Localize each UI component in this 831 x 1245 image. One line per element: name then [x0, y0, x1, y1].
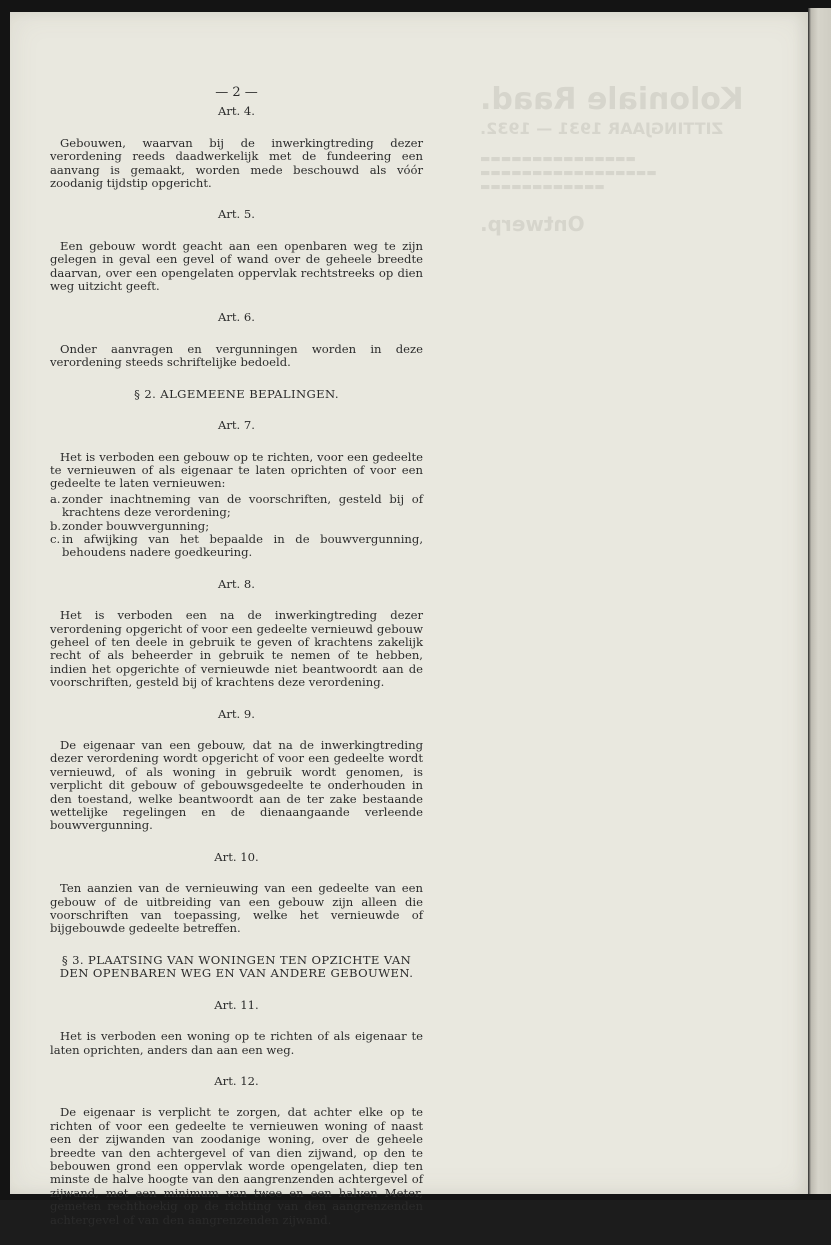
list-item: [50, 493, 423, 520]
page-number: — 2 —: [215, 85, 258, 100]
article-heading: Art. 12.: [214, 1073, 259, 1088]
heading-line: § 3. PLAATSING VAN WONINGEN TEN OPZICHTE VAN: [61, 952, 412, 967]
section-art-11: [50, 999, 423, 1057]
bleed-heading: Ontwerp.: [480, 212, 585, 236]
list-label: c.: [50, 531, 61, 546]
section-art-5: [50, 208, 423, 293]
article-paragraph: De eigenaar van een gebouw, dat na de inwerkingtreding dezer verordening wordt opgericht of voor een gedeelte wordt vernieuwd, of als woning in gebruik wordt genomen, is verplicht dit gebouw of gebouwsgedeelte te onderhouden in den toestand, welke beantwoordt aan de ter zake bestaande wettelijke regelingen en de dienaangaande verleende bouwvergunning.: [50, 738, 423, 833]
heading-line: DEN OPENBAREN WEG EN VAN ANDERE GEBOUWEN.: [59, 966, 414, 981]
article-paragraph: Het is verboden een woning op te richten of als eigenaar te laten oprichten, anders dan aan een weg.: [50, 1029, 423, 1057]
article-heading: Art. 10.: [214, 849, 259, 864]
list-text: zonder inachtneming van de voorschriften, gesteld bij of krachtens deze verordening;: [62, 491, 423, 520]
section-heading-3: [50, 954, 423, 981]
section-art-8: [50, 578, 423, 690]
article-list: [50, 493, 423, 560]
list-item: [50, 533, 423, 560]
section-heading-2: § 2. ALGEMEENE BEPALINGEN.: [134, 386, 339, 401]
section-art-6: [50, 311, 423, 369]
document-body: [50, 86, 423, 1245]
article-heading: Art. 8.: [217, 576, 255, 591]
article-heading: Art. 6.: [217, 310, 255, 325]
list-label: b.: [50, 518, 62, 533]
adjacent-page-edge: [808, 8, 831, 1194]
article-paragraph: Ten aanzien van de vernieuwing van een gedeelte van een gebouw of de uitbreiding van een gebouw zijn alleen die voorschriften van toepassing, welke het vernieuwde of bijgebouwde gedeelte betreffen.: [50, 881, 423, 936]
article-paragraph: Het is verboden een na de inwerkingtreding dezer verordening opgericht of voor een gedeelte vernieuwd gebouw geheel of ten deele in gebruik te geven of krachtens zakelijk recht of als beheerder in gebruik te nemen of te hebben, indien het opgerichte of vernieuwde niet beantwoordt aan de voorschriften, gesteld bij of krachtens deze verordening.: [50, 608, 423, 690]
bleed-through-text: [480, 82, 780, 236]
list-text: zonder bouwvergunning;: [62, 518, 210, 533]
article-heading: Art. 4.: [217, 104, 255, 119]
bleed-title: Koloniale Raad.: [480, 82, 744, 117]
article-paragraph: Het is verboden een gebouw op te richten, voor een gedeelte te vernieuwen of als eigenaar te laten oprichten of voor een gedeelte te laten vernieuwen:: [50, 449, 423, 491]
article-paragraph: Gebouwen, waarvan bij de inwerkingtreding dezer verordening reeds daadwerkelijk met de fundeering een aanvang is gemaakt, worden mede beschouwd als vóór zoodanig tijdstip opgericht.: [50, 135, 423, 191]
article-heading: Art. 5.: [217, 207, 255, 222]
section-art-4: [50, 105, 423, 190]
section-art-9: [50, 708, 423, 833]
article-heading: Art. 9.: [217, 706, 255, 721]
list-label: a.: [50, 491, 61, 506]
bleed-session: ZITTINGJAAR 1931 — 1932.: [480, 119, 724, 138]
article-paragraph: De eigenaar is verplicht te zorgen, dat achter elke op te richten of voor een gedeelte te vernieuwen woning of naast een der zijwanden van zoodanige woning, over de geheele breedte van den achtergevel of van dien zijwand, op den te bebouwen grond een oppervlak worde opengelaten, diep ten minste de halve hoogte van den aangrenzenden achtergevel of zijwand, met een minimum van twee en een halven Meter, gemeten rechthoekig op de richting van den aangrenzenden achtergevel of van den aangrenzenden zijwand.: [50, 1105, 423, 1227]
article-paragraph: Onder aanvragen en vergunningen worden in deze verordening steeds schriftelijke bedoeld.: [50, 341, 423, 370]
list-text: in afwijking van het bepaalde in de bouwvergunning, behoudens nadere goedkeuring.: [62, 531, 423, 560]
list-item: [50, 520, 423, 533]
section-art-12: [50, 1075, 423, 1227]
article-heading: Art. 11.: [214, 997, 259, 1012]
article-paragraph: Een gebouw wordt geacht aan een openbaren weg te zijn gelegen in geval een gevel of wand over de geheele breedte daarvan, over een opengelaten oppervlak rechtstreeks op dien weg uitzicht geeft.: [50, 238, 423, 294]
section-art-10: [50, 851, 423, 936]
bleed-lines: ▬▬▬▬▬▬▬▬▬▬▬▬▬▬▬ ▬▬▬▬▬▬▬▬▬▬▬▬▬▬▬▬▬ ▬▬▬▬▬▬▬▬▬▬▬▬: [480, 152, 657, 193]
section-art-7: [50, 419, 423, 560]
article-heading: Art. 7.: [217, 418, 255, 433]
